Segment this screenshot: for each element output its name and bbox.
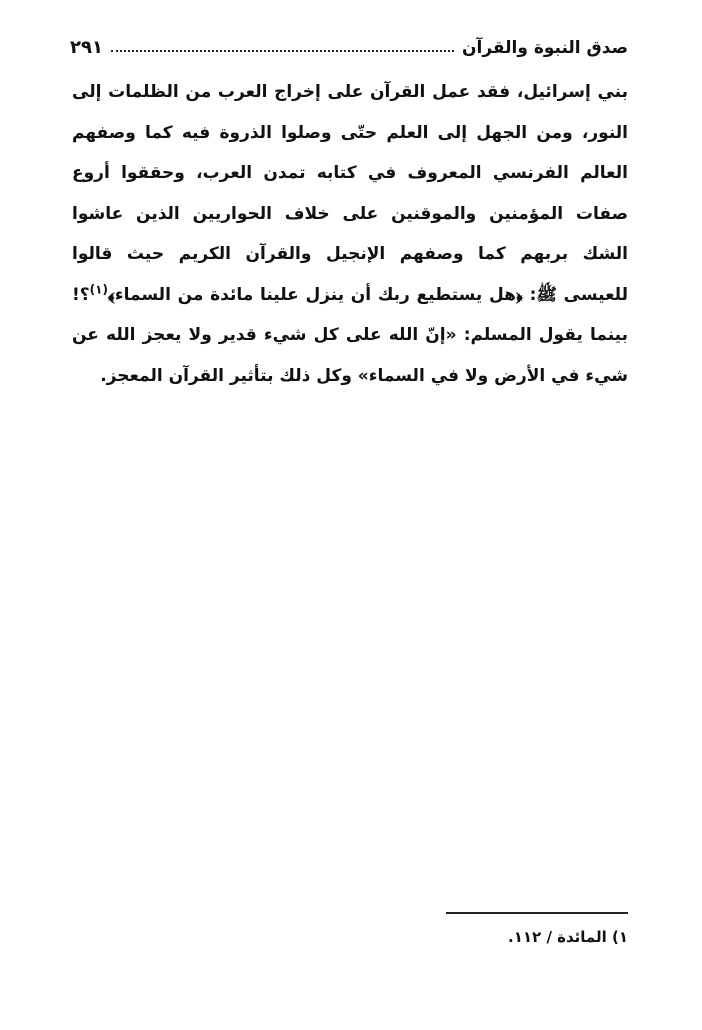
quran-verse: ﴿هل يستطيع ربك أن ينزل علينا مائدة من السماء﴾ xyxy=(107,284,523,305)
footnote-reference[interactable]: (١) xyxy=(89,281,108,296)
footnote-divider xyxy=(446,912,628,914)
page-number: ٢٩١ xyxy=(70,37,103,58)
paragraph-text-part2: ؟! بينما يقول المسلم: «إنّ الله على كل شيء قدير ولا يعجز الله عن شيء في الأرض ولا في السماء» وكل ذلك بتأثير القرآن المعجز. xyxy=(72,284,628,386)
body-text xyxy=(72,72,628,396)
running-title: صدق النبوة والقرآن xyxy=(462,38,628,58)
footnote: ١) المائدة / ١١٢. xyxy=(508,928,628,946)
running-header xyxy=(70,28,628,58)
paragraph xyxy=(72,72,628,396)
header-dot-leader xyxy=(111,49,454,52)
paragraph-text-part1: بني إسرائيل، فقد عمل القرآن على إخراج العرب من الظلمات إلى النور، ومن الجهل إلى العلم حتّى وصلوا الذروة فيه كما وصفهم العالم الفرنسي المعروف في كتابه تمدن العرب، وحققوا أروع صفات المؤمنين والموقنين على خلاف الحواريين الذين عاشوا الشك بربهم كما وصفهم الإنجيل والقرآن الكريم حيث قالوا للعيسى ﷺ: xyxy=(72,82,629,305)
